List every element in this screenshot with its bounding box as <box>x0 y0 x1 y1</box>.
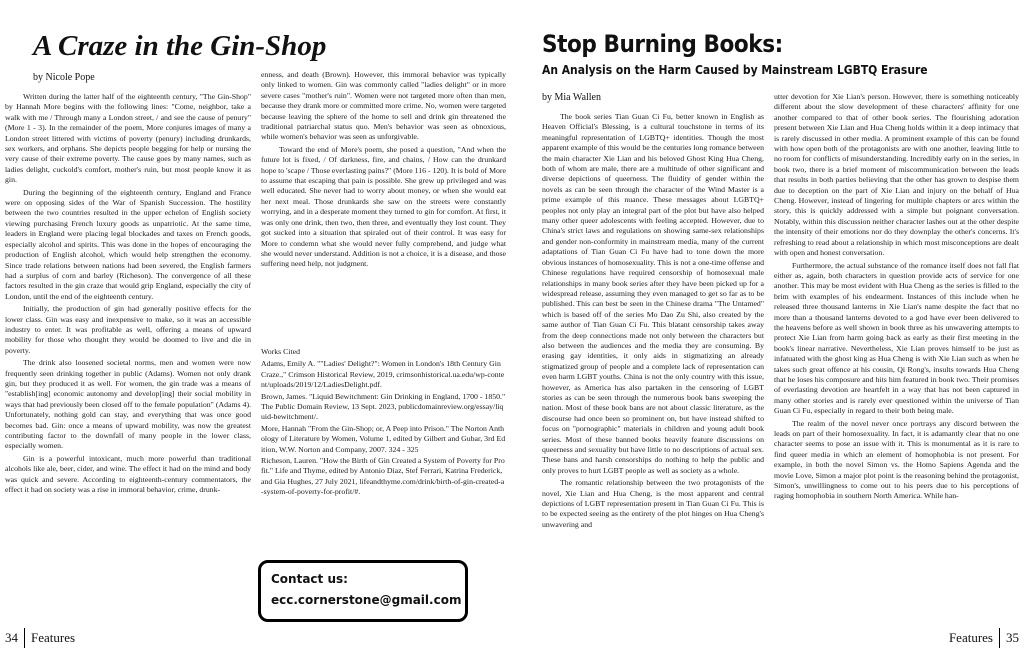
footer-divider <box>24 628 25 648</box>
paragraph: Gin is a powerful intoxicant, much more powerful than traditional alcohols like ale, beer, cider, and wine. The effect it had on the mind and body was quick and severe. According to eighteenth-century commentators, the effect it had on society was a rise in immoral behavior, crime, drunk- <box>5 453 251 495</box>
paragraph: The romantic relationship between the two protagonists of the novel, Xie Lian and Hua Cheng, is the most apparent and central depictions of LGBT representation present in Tian Guan Ci Fu. This is to be expected seeing as the entirety of the plot hinges on Hua Cheng's unwavering and <box>542 478 764 529</box>
citation-entry: Brown, James. "Liquid Bewitchment: Gin Drinking in England, 1700 - 1850." The Public Domain Review, 13 Sept. 2023, publicdomainreview.org/essay/liquid-bewitchment/. <box>261 391 506 422</box>
paragraph: Furthermore, the actual substance of the romance itself does not fall flat either as, again, both characters in question provide acts of service for one another. This may be most evident with Hua Cheng as the series is filled to the brim with examples of his endearment. Instances of this include when he released three thousand lanterns in Xie Lian's name despite the fact that no more than a thousand lanterns devoted to a god have ever been delivered to the heavens before as well shown in book three as his unwavering attempts to protect Xie Lian from harm going back as early as their first meeting in the book's linear narrative. Nevertheless, Xie Lian proves himself to be just as infatuated with the ghost king as Hua Cheng is with Xie Lian such as when he takes such great offence at his cousin, Qi Rong's, insults towards Hua Cheng that he loses his composure and hits him featured in book two. Their promises of everlasting devotion are heartfelt in a way that has not been captured in many other stories and is rarely ever questioned within the universe of Tian Guan Ci Fu, especially in regard to their both being male. <box>774 260 1019 416</box>
works-cited-title: Works Cited <box>261 347 301 356</box>
citation-entry: More, Hannah "From the Gin-Shop; or, A Peep into Prison." The Norton Anthology of Literature by Women, Volume 1, edited by Gilbert and Gubar, 3rd Edition, W.W. Norton and Company, 2007. 324 - 325 <box>261 423 506 454</box>
article-title: A Craze in the Gin-Shop <box>33 30 327 62</box>
paragraph: During the beginning of the eighteenth century, England and France were on opposing sides of the War of Spanish Succession. The hostility between the two countries resulted in the upper echelon of English society viewing purchasing French luxury goods as unpatriotic. At the same time, leaders in England were placing legal blockades and taxes on French goods, especially alcohol and spirits. This was done in the hopes of encouraging the production of English alcohol, which would help strengthen the economy. Since trade relations between nations had been severed, the English farmers had a surplus of corn and barley (Richeson). The convergence of all these factors resulted in the gin craze that would grip England, especially the city of London, until the end of the eighteenth century. <box>5 187 251 301</box>
paragraph: The realm of the novel never once portrays any discord between the leads on part of their homosexuality. In fact, it is adamantly clear that no one character seems to pose an issue with it. This is monumental as it is rare to find queer media in which an element of homophobia is not present. For example, in both the novel Simon vs. the Homo Sapiens Agenda and the movie Love, Simon a major plot point is the reasoning behind the protagonist, Simon's, unwillingness to come out to his peers due to his perceptions of raging homophobia in southern North America. While han- <box>774 418 1019 501</box>
contact-box <box>258 560 468 622</box>
contact-label: Contact us: <box>271 572 348 586</box>
paragraph: utter devotion for Xie Lian's person. However, there is something noticeably different about the slow development of these characters' affinity for one another compared to that of other book series. The flourishing adoration present between Xie Lian and Hua Cheng holds within it a deep intimacy that is rarely discussed in other media. A prominent example of this can be found with how open both of the protagonists are with one another, leaving little to no room for conflicts of misunderstanding. Incredibly early on in the series, in book two, there is a brief moment of miscommunication between the leads that results in both parties believing that the other has grown to despise them due to deception on the part of Xie Lian and injury on the behalf of Hua Cheng. However, instead of lingering for multiple chapters or arcs within the story, this is quickly addressed with a simple but poignant conversation. Notably, within this discussion neither character lashes out at the other despite the intensity of their emotions nor do they downplay the other's concerns. It's refreshing to read about a relationship in which most misconceptions are dealt with open and honest conversation. <box>774 92 1019 258</box>
right-page <box>512 0 1024 662</box>
article-column-2 <box>261 70 506 334</box>
paragraph: Toward the end of More's poem, she posed a question, "And when the future lot is fixed, / Of darkness, fire, and chains, / How can the drunkard hope to 'scape / Those everlasting pains?" (More 116 - 120). It is bold of More to assume that escaping that pain is possible. She grew up privileged and was well educated. She never had to worry about money, or when she would eat her next meal. Those drunkards she saw on the streets were constantly worrying, and in a desperate moment they turned to gin for comfort. At first, it was only one drink, then two, then three, and eventually they lost count. They got sucked into a situation that spiraled out of their control. It was easy for More to condemn what she would never fully comprehend, and judge what she would never understand. Addition is not a choice, it is a disease, and those suffering need help, not judgment. <box>261 144 506 269</box>
page-footer-left <box>5 628 75 648</box>
article-column-2 <box>774 92 1019 620</box>
citation-entry: Richeson, Lauren. "How the Birth of Gin Created a System of Poverty for Profit." Life and Thyme, edited by Antonio Diaz, Stef Ferrari, Katrina Frederick, and Gia Hughes, 27 July 2021, lifeandthyme.com/drink/birth-of-gin-created-a-system-of-poverty-for-profit/#. <box>261 456 505 497</box>
page-footer-right <box>949 628 1019 648</box>
section-name: Features <box>31 630 76 645</box>
section-name: Features <box>948 630 993 645</box>
paragraph: enness, and death (Brown). However, this immoral behavior was typically only linked to women. Gin was commonly called "ladies delight" or in more severe cases "mother's ruin". Women were not targeted more often than men, because they drank more or committed more crime. No, women were targeted because leaving the sphere of the home to sell and drink gin threatened the traditional patriarchal status quo. Men's behavior was seen as obnoxious, while women's behavior was seen as unforgivable. <box>261 70 506 142</box>
paragraph: The book series Tian Guan Ci Fu, better known in English as Heaven Official's Blessing, is a cultural touchstone in terms of its meaningful representation of LGBTQ+ identities. Though the most apparent example of this would be the centuries long romance between the main character Xie Lian and his beloved Ghost King Hua Cheng, both of whom are male, there are a multitude of other significant and diverse depictions of queerness. The fluidity of gender within the novels as can be seen through the character of the Wind Master is a prime example of this nuance. These messages about LGBTQ+ peoples not only play an integral part of the plot but have also helped many other queer adolescents with feeling accepted. However, due to China's strict laws and regulations on showing same-sex relationships and gender non-conformity in mainstream media, many of the current adaptations of Tian Guan Ci Fu have had to tone down the more obvious instances of homosexuality. This is not a one-time offense and Chinese regulations have required censorship of homosexual male relationships in many book series after they have been picked up for a widespread release, assuming they even managed to get so far as to be published. This can best be seen in the Chinese drama "The Untamed" which is based off of the series Mo Dao Zu Shi, also created by the same author of Tian Guan Ci Fu. This blatant censorship takes away from the deep connections made not only between the characters but also between the audiences and the media they are consuming. By erasing gay identities, it only aids in stigmatizing an already stigmatized group of people and a complete lack of representation can even harm LGBT youths. China is not the only country with this issue, however, as America has also partaken in the censoring of LGBT stories as can be seen through the numerous book bans sweeping the nation. Most of these book bans are not about classic literature, as the discourse had once been so prominent on, but have instead shifted to focus on "pornographic" materials in children and young adult book series. Most of these banned books heavily feature discussions on queerness and sexuality but have little to no descriptions of actual sex. These bans and harsh censorships do nothing to help the public and only proves to hurt LGBT people as well as society as a whole. <box>542 112 764 475</box>
page-number: 34 <box>5 630 18 645</box>
article-title: Stop Burning Books: <box>542 30 783 58</box>
article-byline: by Nicole Pope <box>33 72 95 83</box>
paragraph: The drink also loosened societal norms, men and women were now frequently seen drinking together in public (Adams). Women not only drank gin, but they produced it as well. For women, the gin trade was a means of "establish[ing] economic autonomy and develop[ing] their social mobility in ways that had previously been closed off to the female population" (Adams 4). Unfortunately, nothing gold can stay, and everything that was once good becomes bad. Gin: once a means of upward mobility, was now the greatest contributing factor to the downfall of many people in the lower class, especially women. <box>5 358 251 451</box>
footer-divider <box>999 628 1000 648</box>
paragraph: Initially, the production of gin had generally positive effects for the lower class. Gin was easy and inexpensive to make, so it was an accessible industry to enter. It was profitable as well, offering a means of upward mobility for those who thought they would be doomed to live and die in poverty. <box>5 304 251 355</box>
article-column-1 <box>542 112 764 620</box>
works-cited <box>261 347 506 557</box>
citation-entry: Adams, Emily A. ""Ladies' Delight?": Women in London's 18th Century Gin Craze.," Crimson Historical Review, 2019, crimsonhistorical.ua.edu/wp-content/uploads/2019/12/LadiesDelight.pdf. <box>261 359 505 390</box>
contact-email[interactable]: ecc.cornerstone@gmail.com <box>271 593 462 607</box>
paragraph: Written during the latter half of the eighteenth century, "The Gin-Shop" by Hannah More begins with the following lines: "Come, neighbor, take a walk with me / Through many a London street, / and see the cause of penury" (More 1 - 3). In the remainder of the poem, More conjures images of many a London street littered with victims of poverty (penury) including drunkards, sex workers, and orphans. She depicts people begging for help or nursing the very cause of their extreme poverty. The cause goes by many names, such as ladies delight, cuckold's comfort, mother's ruin, but most people know it as gin. <box>5 92 251 185</box>
article-column-1 <box>5 92 251 612</box>
article-subtitle: An Analysis on the Harm Caused by Mainstream LGBTQ Erasure <box>542 62 928 77</box>
article-byline: by Mia Wallen <box>542 92 601 103</box>
page-number: 35 <box>1006 630 1019 645</box>
